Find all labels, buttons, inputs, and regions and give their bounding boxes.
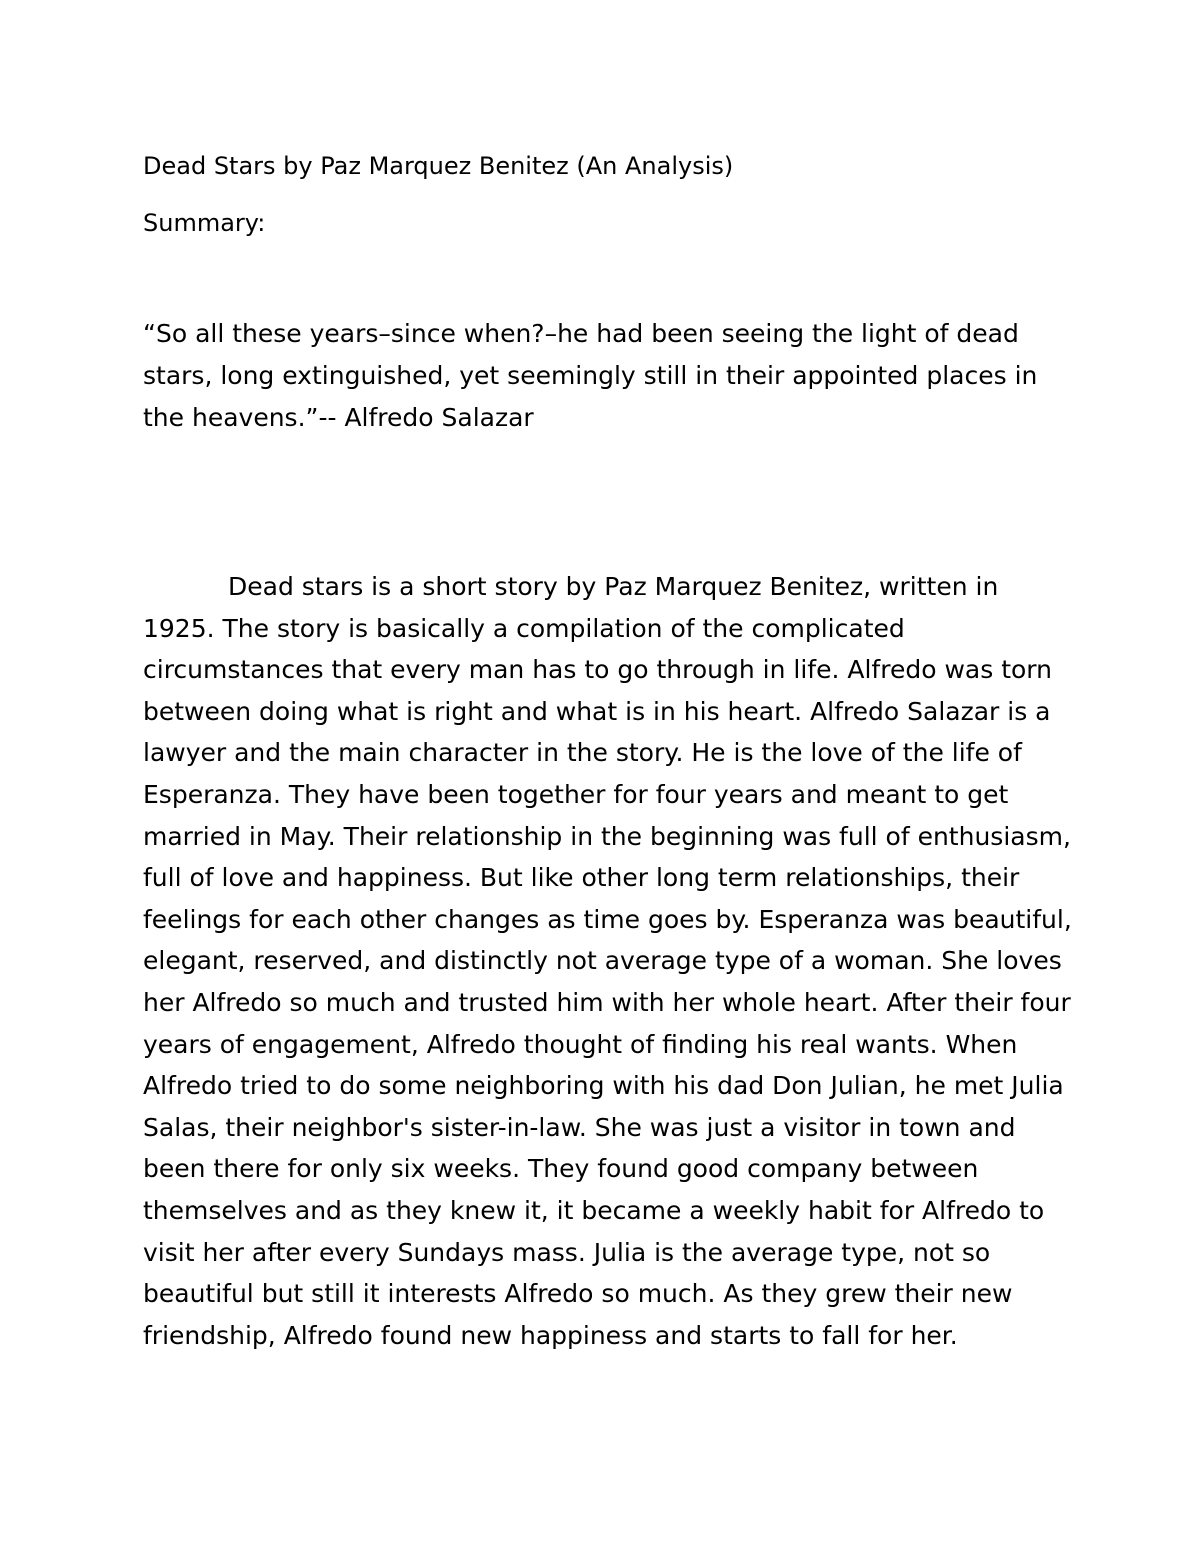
summary-heading: Summary:: [143, 209, 266, 237]
body-paragraph: Dead stars is a short story by Paz Marquez Benitez, written in 1925. The story is basically a compilation of the complicated circumstances that every man has to go through in life. Alfredo was torn between doing what is right and what is in his heart. Alfredo Salazar is a lawyer and the main character in the story. He is the love of the life of Esperanza. They have been together for four years and meant to get married in May. Their relationship in the beginning was full of enthusiasm, full of love and happiness. But like other long term relationships, their feelings for each other changes as time goes by. Esperanza was beautiful, elegant, reserved, and distinctly not average type of a woman. She loves her Alfredo so much and trusted him with her whole heart. After their four years of engagement, Alfredo thought of finding his real wants. When Alfredo tried to do some neighboring with his dad Don Julian, he met Julia Salas, their neighbor's sister-in-law. She was just a visitor in town and been there for only six weeks. They found good company between themselves and as they knew it, it became a weekly habit for Alfredo to visit her after every Sundays mass. Julia is the average type, not so beautiful but still it interests Alfredo so much. As they grew their new friendship, Alfredo found new happiness and starts to fall for her.: [143, 572, 1072, 1350]
document-title: Dead Stars by Paz Marquez Benitez (An Analysis): [143, 152, 734, 180]
quote-paragraph: “So all these years–since when?–he had been seeing the light of dead stars, long extinguished, yet seemingly still in their appointed places in the heavens.”-- Alfredo Salazar: [143, 319, 1038, 432]
